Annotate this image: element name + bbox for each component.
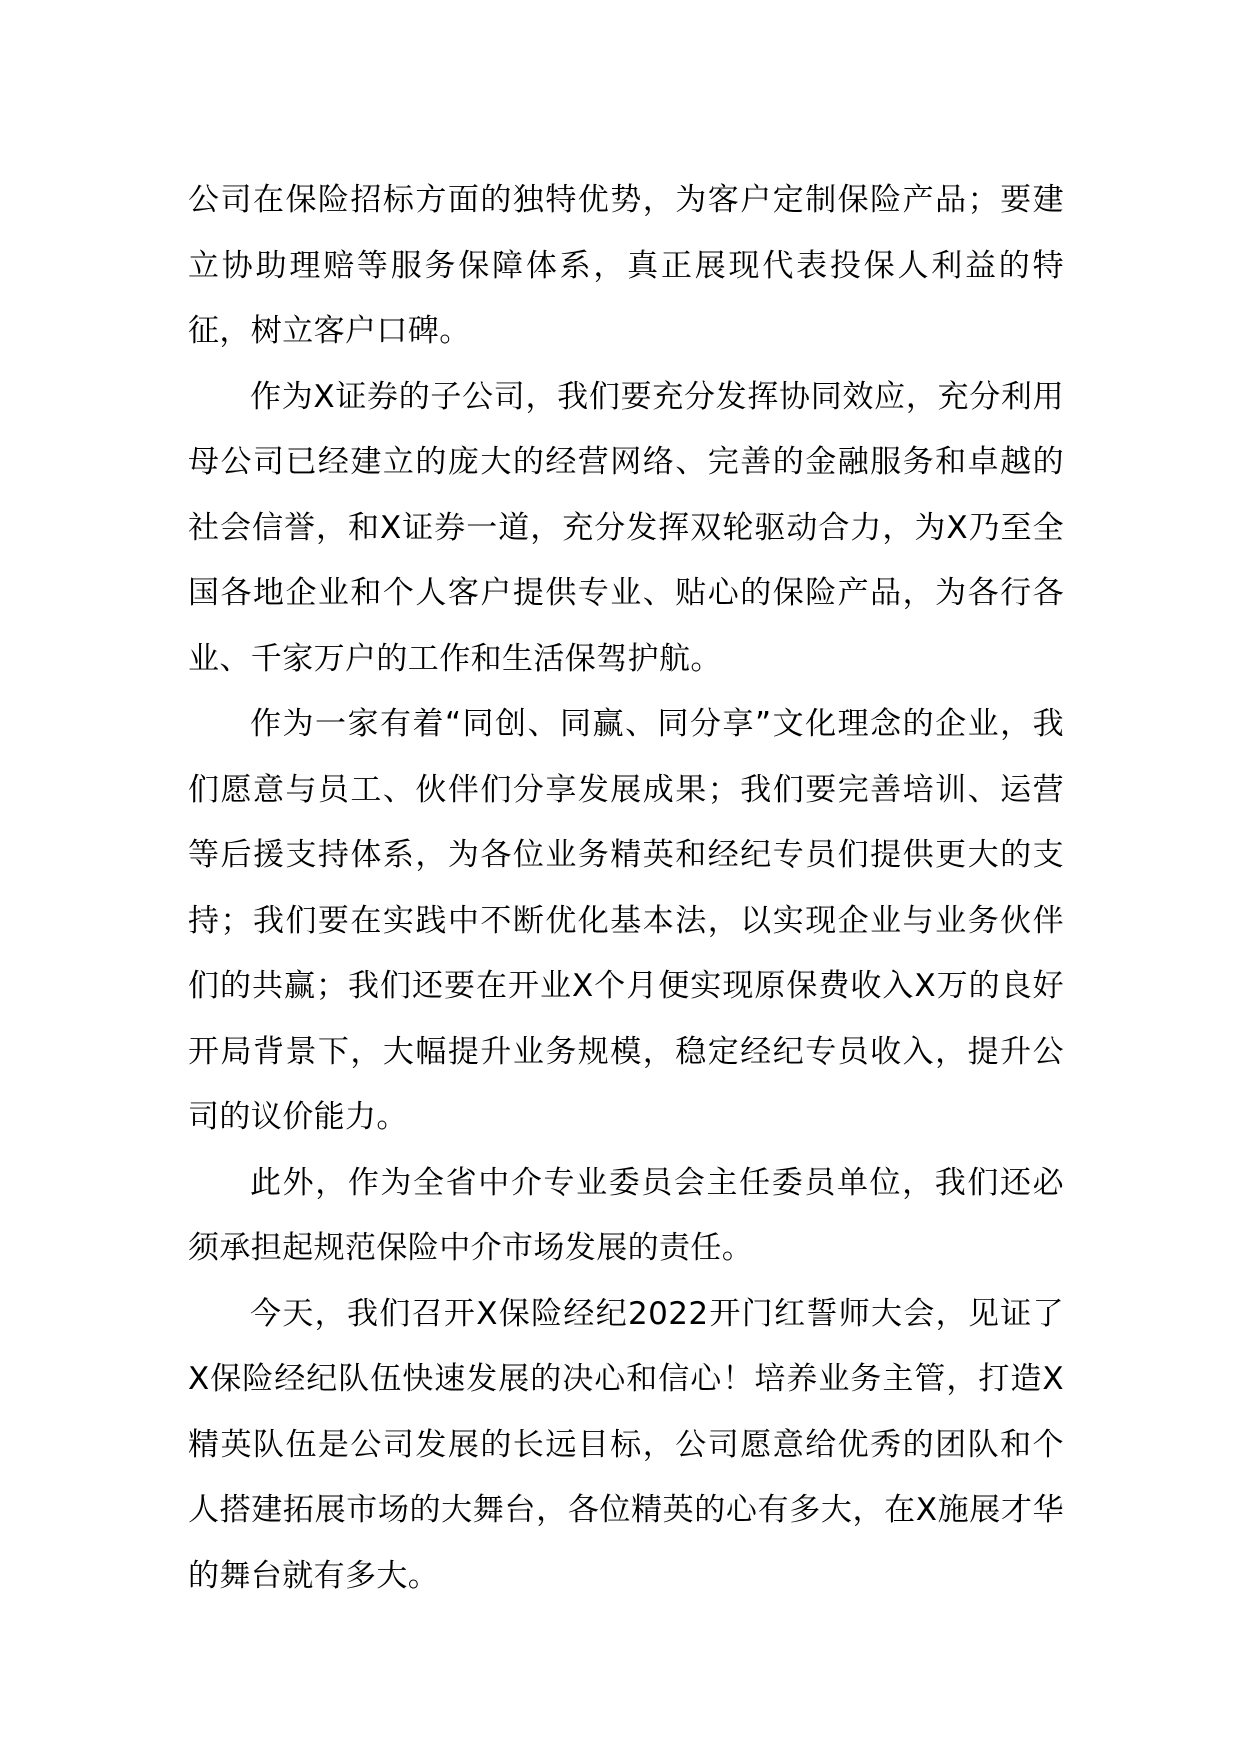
paragraph-4: 此外，作为全省中介专业委员会主任委员单位，我们还必须承担起规范保险中介市场发展的责任。	[188, 1164, 1064, 1266]
paragraph-2: 作为X证券的子公司，我们要充分发挥协同效应，充分利用母公司已经建立的庞大的经营网络、完善的金融服务和卓越的社会信誉，和X证券一道，充分发挥双轮驱动合力，为X乃至全国各地企业和个人客户提供专业、贴心的保险产品，为各行各业、千家万户的工作和生活保驾护航。	[188, 378, 1064, 677]
document-body	[188, 168, 1064, 1609]
paragraph-3: 作为一家有着“同创、同赢、同分享”文化理念的企业，我们愿意与员工、伙伴们分享发展成果；我们要完善培训、运营等后援支持体系，为各位业务精英和经纪专员们提供更大的支持；我们要在实践中不断优化基本法，以实现企业与业务伙伴们的共赢；我们还要在开业X个月便实现原保费收入X万的良好开局背景下，大幅提升业务规模，稳定经纪专员收入，提升公司的议价能力。	[188, 706, 1064, 1135]
paragraph-1: 公司在保险招标方面的独特优势，为客户定制保险产品；要建立协助理赔等服务保障体系，真正展现代表投保人利益的特征，树立客户口碑。	[188, 182, 1064, 349]
paragraph-5: 今天，我们召开X保险经纪2022开门红誓师大会，见证了X保险经纪队伍快速发展的决心和信心！培养业务主管，打造X精英队伍是公司发展的长远目标，公司愿意给优秀的团队和个人搭建拓展市场的大舞台，各位精英的心有多大，在X施展才华的舞台就有多大。	[188, 1295, 1064, 1594]
